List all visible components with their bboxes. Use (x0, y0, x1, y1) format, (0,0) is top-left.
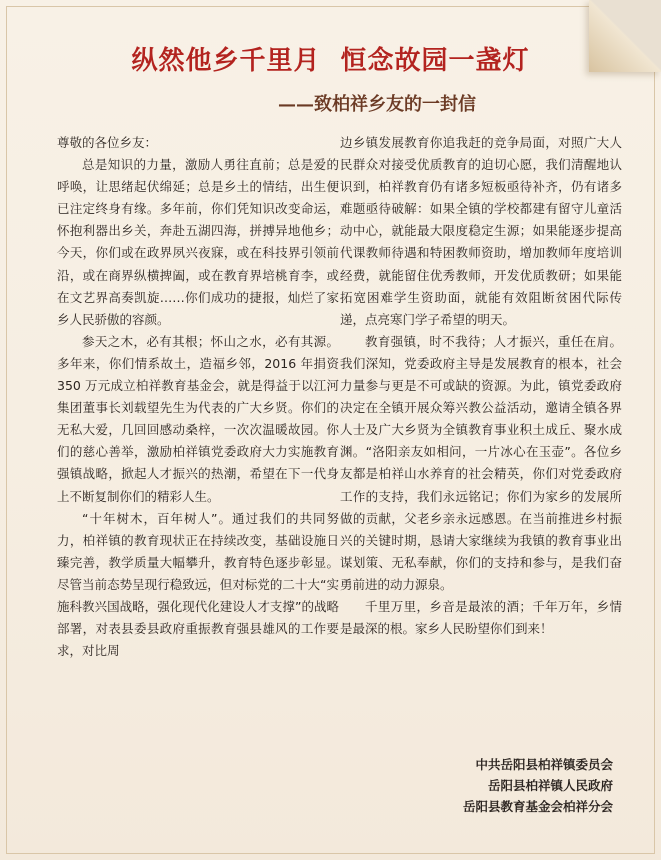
left-column (57, 132, 339, 662)
paragraph: 参天之木，必有其根；怀山之水，必有其源。多年来，你们情系故土，造福乡邻，2016 年捐资 350 万元成立柏祥教育基金会，就是得益于以江河集团董事长刘载望先生为代表的广大乡贤。你们的无私大爱，几回回感动桑梓，一次次温暖故园。你们的慈心善举，激励柏祥镇党委政府大力实施教育强镇战略，掀起人才振兴的热潮，希望在下一代身上不断复制你们的精彩人生。 (57, 333, 339, 504)
paragraph: 教育强镇，时不我待；人才振兴，重任在肩。我们深知，党委政府主导是发展教育的根本，社会力量参与更是不可或缺的资源。为此，镇党委政府决定在全镇开展众筹兴教公益活动，邀请全镇各界人士及广大乡贤为全镇教育事业积土成丘、聚水成渊。“洛阳亲友如相问，一片冰心在玉壶”。各位乡友都是柏祥山水养育的社会精英，你们对党委政府工作的支持，我们永远铭记；你们为家乡的发展所做的贡献，父老乡亲永远感恩。在当前推进乡村振兴的关键时期，恳请大家继续为我镇的教育事业出谋划策、无私奉献，你们的支持和参与，是我们奋勇前进的动力源泉。 (340, 333, 622, 592)
letter-subtitle: ——致柏祥乡友的一封信 (278, 94, 476, 115)
paragraph: 总是知识的力量，激励人勇往直前；总是爱的呼唤，让思绪起伏绵延；总是乡土的情结，出生便已注定终身有缘。多年前，你们凭知识改变命运，怀抱利器出乡关，奔赴五湖四海，拼搏异地他乡；今天，你们或在政界夙兴夜寐，或在科技界引领前沿，或在商界纵横捭阖，或在教育界培桃育李，或在文艺界高奏凯旋……你们成功的捷报，灿烂了家乡人民骄傲的容颜。 (57, 157, 339, 327)
salutation: 尊敬的各位乡友： (57, 135, 158, 150)
letter-title: 纵然他乡千里月 恒念故园一盏灯 (131, 46, 530, 76)
signoff-line: 岳阳县教育基金会柏祥分会 (462, 799, 613, 814)
signoff-line: 岳阳县柏祥镇人民政府 (487, 778, 613, 793)
paragraph: “十年树木，百年树人”。通过我们的共同努力，柏祥镇的教育现状正在持续改变，基础设施日臻完善，教学质量大幅攀升，教育特色逐步彰显。尽管当前态势呈现行稳致远，但对标党的二十大“实施科教兴国战略，强化现代化建设人才支撑”的战略部署，对表县委县政府重振教育强县雄风的工作要求，对比周 (57, 510, 339, 659)
signoff (463, 754, 613, 817)
right-column (340, 132, 622, 640)
signoff-line: 中共岳阳县柏祥镇委员会 (475, 757, 613, 772)
paragraph: 千里万里，乡音是最浓的酒；千年万年，乡情是最深的根。家乡人民盼望你们到来！ (340, 598, 622, 637)
paragraph-continuation: 边乡镇发展教育你追我赶的竞争局面，对照广大人民群众对接受优质教育的迫切心愿，我们清醒地认识到，柏祥教育仍有诸多短板亟待补齐，仍有诸多难题亟待破解：如果全镇的学校都建有留守儿童活动中心，就能最大限度稳定生源；如果能逐步提高代课教师待遇和特困教师资助，增加教师年度培训经费，就能留住优秀教师，开发优质教研；如果能拓宽困难学生资助面，就能有效阻断贫困代际传递，点亮寒门学子希望的明天。 (340, 135, 622, 327)
